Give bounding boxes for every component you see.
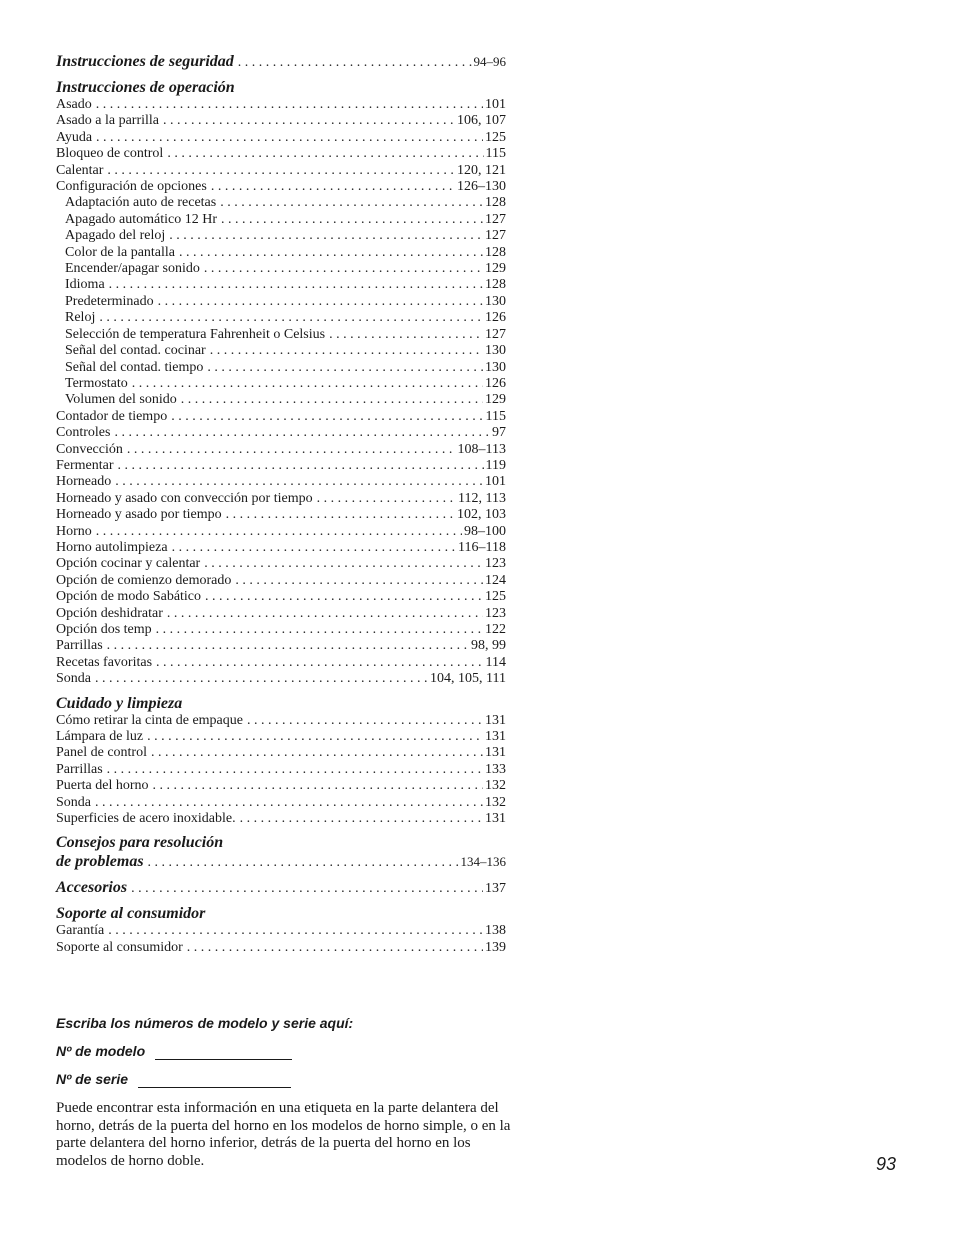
toc-entry xyxy=(56,277,506,293)
toc-entry-page: 128 xyxy=(485,277,506,293)
toc-entry xyxy=(56,327,506,343)
page-number: 93 xyxy=(876,1154,897,1174)
toc-entry-page: 115 xyxy=(485,408,506,424)
toc-entry-label: Lámpara de luz xyxy=(56,729,144,745)
toc-entry-label: Volumen del sonido xyxy=(65,392,177,408)
toc-entry xyxy=(56,163,506,179)
toc-entry-page: 130 xyxy=(485,343,506,359)
toc-entry-label: Soporte al consumidor xyxy=(56,939,183,955)
toc-entry-label: Controles xyxy=(56,425,111,441)
toc-entry xyxy=(56,729,506,745)
toc-entry-label: Opción de comienzo demorado xyxy=(56,572,232,588)
toc-page-troubleshooting: 134–136 xyxy=(460,854,506,870)
toc-entry xyxy=(56,113,506,129)
toc-entry-page: 133 xyxy=(485,761,506,777)
toc-entry-label: Sonda xyxy=(56,671,91,687)
toc-entry-page: 139 xyxy=(485,939,506,955)
toc-entry-label: Opción de modo Sabático xyxy=(56,589,202,605)
toc-entry-label: Adaptación auto de recetas xyxy=(65,195,217,211)
toc-entry-label: Sonda xyxy=(56,794,91,810)
toc-entries-care xyxy=(56,713,506,828)
toc-heading-accessories: Accesorios . . . 137 xyxy=(56,878,506,898)
toc-entry-page: 126–130 xyxy=(457,179,506,195)
toc-entry-label: Cómo retirar la cinta de empaque xyxy=(56,712,243,728)
toc-entry xyxy=(56,606,506,622)
model-serial-section xyxy=(56,1014,526,1170)
model-number-label: Nº de modelo xyxy=(56,1043,146,1059)
toc-entry xyxy=(56,97,506,113)
toc-entry-label: Bloqueo de control xyxy=(56,146,164,162)
toc-entry-label: Ayuda xyxy=(56,129,93,145)
toc-entry-label: Predeterminado xyxy=(65,293,154,309)
toc-entry-label: Apagado del reloj xyxy=(65,228,166,244)
toc-entry-label: Idioma xyxy=(65,277,105,293)
toc-entry-page: 131 xyxy=(485,729,506,745)
toc-entry-label: Reloj xyxy=(65,310,96,326)
model-number-field xyxy=(56,1042,526,1060)
toc-entry-page: 127 xyxy=(485,326,506,342)
toc-entry-page: 132 xyxy=(485,778,506,794)
toc-entry-label: Configuración de opciones xyxy=(56,179,207,195)
toc-entry-page: 127 xyxy=(485,211,506,227)
toc-entry-page: 130 xyxy=(485,359,506,375)
toc-entry xyxy=(56,638,506,654)
toc-entry-page: 123 xyxy=(485,605,506,621)
toc-entry xyxy=(56,343,506,359)
toc-entry-label: Asado a la parrilla xyxy=(56,113,160,129)
toc-entry-page: 132 xyxy=(485,794,506,810)
toc-entry-page: 114 xyxy=(485,654,506,670)
toc-entry-page: 128 xyxy=(485,195,506,211)
toc-entry-label: Horneado y asado por tiempo xyxy=(56,507,222,523)
toc-entry xyxy=(56,491,506,507)
toc-entry-label: Recetas favoritas xyxy=(56,654,153,670)
toc-entry-label: Panel de control xyxy=(56,745,147,761)
toc-entry xyxy=(56,409,506,425)
toc-heading-troubleshooting-line1: Consejos para resolución xyxy=(56,834,224,852)
toc-entry-page: 124 xyxy=(485,572,506,588)
toc-entry-page: 127 xyxy=(485,228,506,244)
toc-entry xyxy=(56,261,506,277)
toc-entry-page: 138 xyxy=(485,923,506,939)
toc-entry-label: Horno autolimpieza xyxy=(56,539,168,555)
toc-entry-page: 97 xyxy=(492,425,506,441)
toc-entry-page: 120, 121 xyxy=(457,162,506,178)
toc-entry-label: Asado xyxy=(56,97,92,112)
toc-entry-page: 101 xyxy=(485,97,506,112)
toc-entry-page: 104, 105, 111 xyxy=(430,671,506,687)
toc-heading-operation: Instrucciones de operación xyxy=(56,79,235,96)
serial-number-blank-line xyxy=(138,1073,291,1088)
toc-entry-label: Superficies de acero inoxidable. xyxy=(56,811,236,827)
toc-entry xyxy=(56,795,506,811)
toc-entry-page: 102, 103 xyxy=(457,507,506,523)
toc-entry-page: 131 xyxy=(485,745,506,761)
toc-entry-label: Puerta del horno xyxy=(56,778,149,794)
serial-number-label: Nº de serie xyxy=(56,1071,129,1087)
toc-entry-page: 112, 113 xyxy=(458,490,506,506)
toc-entry-label: Garantía xyxy=(56,923,105,939)
toc-entry xyxy=(56,589,506,605)
toc-entries-operation xyxy=(56,97,506,688)
toc-entry-label: Color de la pantalla xyxy=(65,244,176,260)
toc-entry-label: Apagado automático 12 Hr xyxy=(65,211,218,227)
toc-entry xyxy=(56,228,506,244)
toc-entry-label: Fermentar xyxy=(56,457,114,473)
toc-entry xyxy=(56,376,506,392)
toc-entry-page: 101 xyxy=(485,474,506,490)
toc-entry-page: 126 xyxy=(485,310,506,326)
toc-entry xyxy=(56,310,506,326)
toc-entry xyxy=(56,540,506,556)
toc-entry-page: 98, 99 xyxy=(471,638,506,654)
toc-entry xyxy=(56,762,506,778)
toc-entry-page: 123 xyxy=(485,556,506,572)
toc-entry xyxy=(56,146,506,162)
serial-number-field xyxy=(56,1070,526,1088)
toc-entry-label: Convección xyxy=(56,441,123,457)
toc-heading-troubleshooting xyxy=(56,833,506,872)
toc-entry-label: Termostato xyxy=(65,375,128,391)
toc-entry-label: Señal del contad. tiempo xyxy=(65,359,204,375)
toc-entry-page: 98–100 xyxy=(464,523,506,539)
toc-entry xyxy=(56,778,506,794)
toc-entry-label: Calentar xyxy=(56,162,104,178)
toc-entry xyxy=(56,212,506,228)
toc-entry xyxy=(56,442,506,458)
toc-heading-support: Soporte al consumidor xyxy=(56,905,206,923)
toc-entry xyxy=(56,458,506,474)
toc-entry-page: 130 xyxy=(485,293,506,309)
toc-entry-page: 122 xyxy=(485,622,506,637)
toc-section-operation xyxy=(56,78,506,688)
toc-heading-care: Cuidado y limpieza xyxy=(56,694,183,712)
toc-entry-label: Horno xyxy=(56,523,92,539)
toc-entry-label: Encender/apagar sonido xyxy=(65,261,200,277)
toc-entry xyxy=(56,130,506,146)
toc-entry xyxy=(56,507,506,523)
toc-entry xyxy=(56,745,506,761)
toc-entry-label: Horneado y asado con convección por tiempo xyxy=(56,490,313,506)
toc-entry-page: 131 xyxy=(485,811,506,827)
toc-entry-label: Selección de temperatura Fahrenheit o Celsius xyxy=(65,326,326,342)
toc-entry xyxy=(56,940,506,956)
toc-entry xyxy=(56,713,506,729)
toc-entry-page: 106, 107 xyxy=(457,113,506,129)
toc-entry xyxy=(56,392,506,408)
toc-section-care xyxy=(56,694,506,828)
toc-entry xyxy=(56,245,506,261)
toc-entry xyxy=(56,923,506,939)
table-of-contents xyxy=(56,52,506,956)
toc-entry xyxy=(56,425,506,441)
toc-entry-page: 125 xyxy=(485,589,506,605)
toc-entry xyxy=(56,524,506,540)
model-serial-title: Escriba los números de modelo y serie aquí: xyxy=(56,1015,354,1031)
toc-entry-page: 116–118 xyxy=(458,539,506,555)
toc-entries-support xyxy=(56,923,506,956)
toc-entry xyxy=(56,671,506,687)
model-info-paragraph: Puede encontrar esta información en una etiqueta en la parte delantera del horno, detrás de la puerta del horno en los modelos de horno simple, o en la parte delantera del horno inferior, detrás de la puerta del horno en los modelos de horno doble. xyxy=(56,1100,511,1169)
toc-entry-page: 131 xyxy=(485,712,506,728)
toc-entry-label: Opción deshidratar xyxy=(56,605,163,621)
toc-heading-troubleshooting-line2: de problemas xyxy=(56,853,144,871)
toc-section-support xyxy=(56,904,506,956)
toc-entry-page: 119 xyxy=(485,457,506,473)
toc-heading-safety: Instrucciones de seguridad . . . 94–96 xyxy=(56,52,506,72)
toc-entry-page: 115 xyxy=(485,146,506,162)
toc-entry-page: 125 xyxy=(485,129,506,145)
toc-entry-label: Opción dos temp xyxy=(56,622,152,637)
toc-entry xyxy=(56,360,506,376)
toc-entry-label: Parrillas xyxy=(56,638,103,654)
toc-entry xyxy=(56,179,506,195)
toc-entry-page: 108–113 xyxy=(457,441,506,457)
toc-entry-label: Opción cocinar y calentar xyxy=(56,556,201,572)
model-number-blank-line xyxy=(155,1045,292,1060)
toc-entry-label: Horneado xyxy=(56,474,112,490)
toc-entry-label: Señal del contad. cocinar xyxy=(65,343,206,359)
toc-entry xyxy=(56,622,506,638)
toc-entry-page: 126 xyxy=(485,375,506,391)
toc-entry-page: 128 xyxy=(485,244,506,260)
toc-entry xyxy=(56,811,506,827)
toc-entry-label: Parrillas xyxy=(56,761,103,777)
toc-entry xyxy=(56,195,506,211)
toc-entry-page: 129 xyxy=(485,392,506,408)
toc-entry xyxy=(56,573,506,589)
toc-entry xyxy=(56,655,506,671)
toc-entry xyxy=(56,294,506,310)
toc-entry xyxy=(56,474,506,490)
toc-entry-page: 129 xyxy=(485,261,506,277)
toc-entry-label: Contador de tiempo xyxy=(56,408,168,424)
toc-entry xyxy=(56,556,506,572)
